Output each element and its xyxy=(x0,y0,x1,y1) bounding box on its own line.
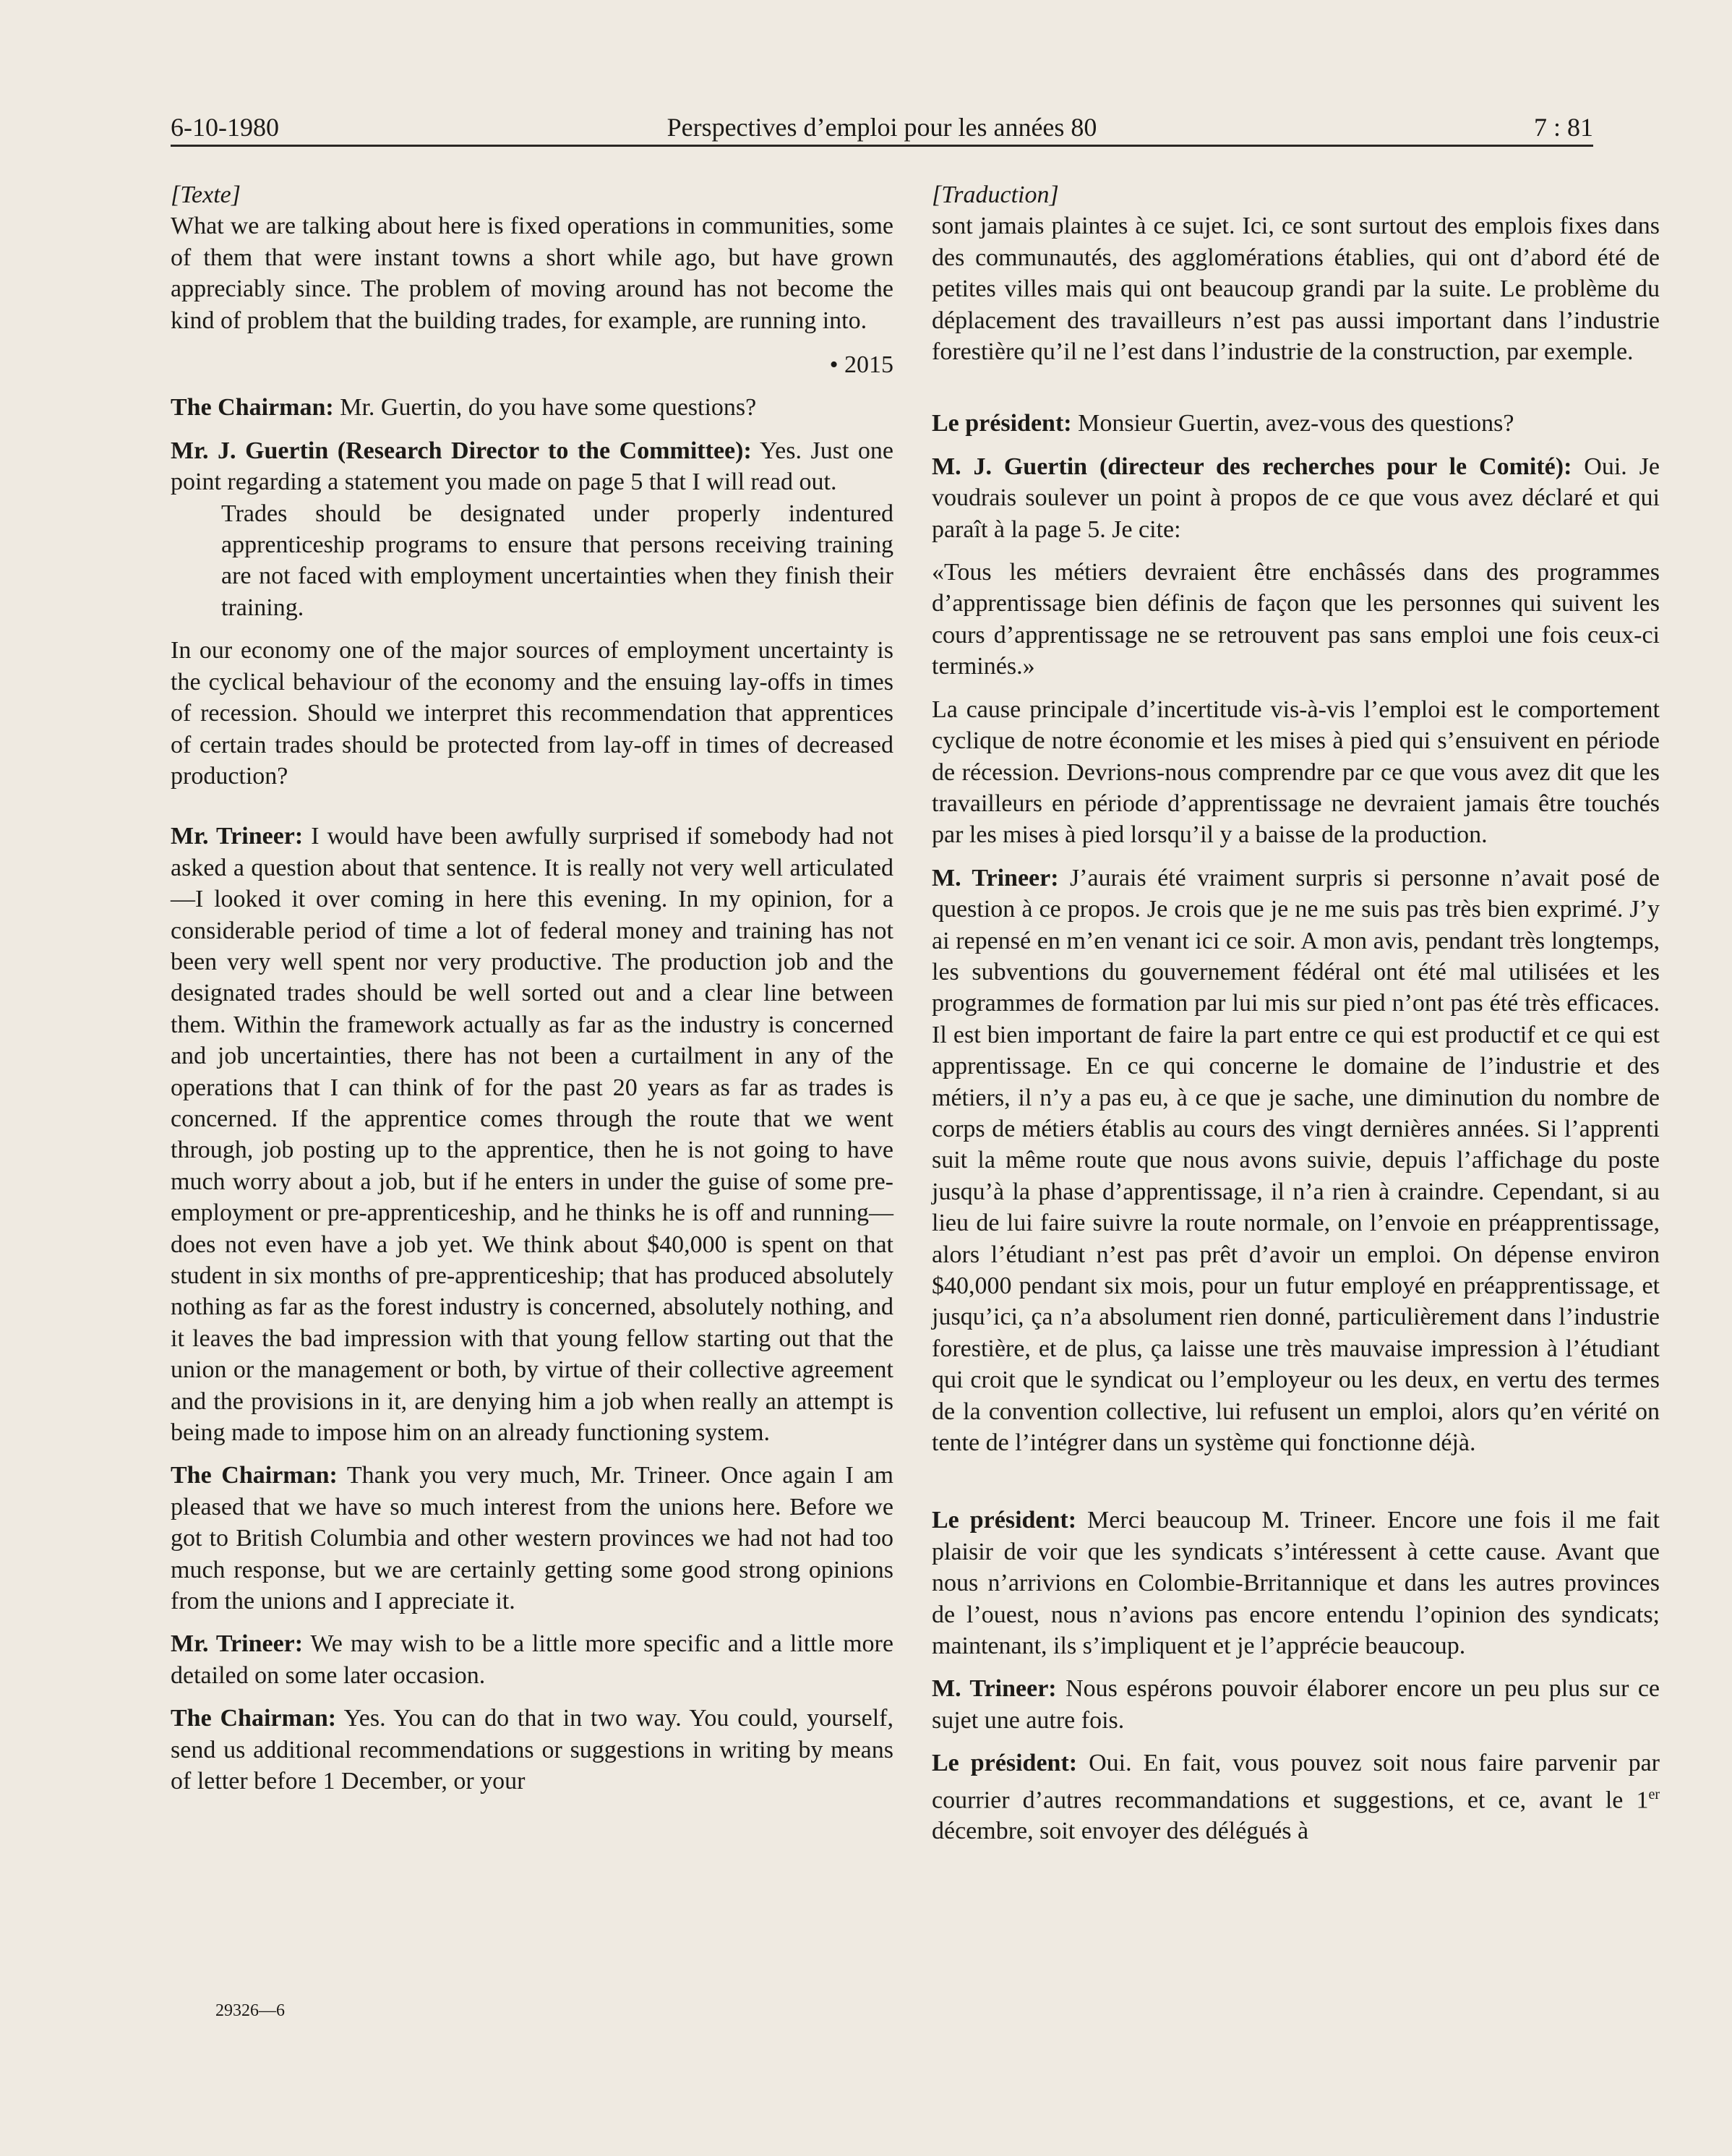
right-column-french xyxy=(932,179,1660,1847)
speaker-name: Le président: xyxy=(932,1507,1077,1534)
speech-text: Oui. Je voudrais soulever un point à propos de ce que vous avez déclaré et qui paraît à la page 5. Je cite: xyxy=(932,453,1660,543)
paragraph xyxy=(932,1505,1660,1661)
paragraph xyxy=(932,408,1660,439)
footer-code: 29326—6 xyxy=(215,2001,285,2020)
speech-text: I would have been awfully surprised if somebody had not asked a question about that sentence. It is really not very well articulated—I looked it over coming in here this evening. In my opinion, for a considerable period of time a lot of federal money and training has not been very well spent nor very productive. The production job and the designated trades should be well sorted out and a clear line between them. Within the framework actually as far as the industry is concerned and job uncertainties, there has not been a curtailment in any of the operations that I can think of for the past 20 years as far as trades is concerned. If the apprentice comes through the route that we went through, job posting up to the apprentice, then he is not going to have much worry about a job, but if he enters in under the guise of some pre-employment or pre-apprenticeship, and he thinks he is off and running—does not even have a job yet. We think about $40,000 is spent on that student in six months of pre-apprenticeship; that has produced absolutely nothing as far as the forest industry is concerned, absolutely nothing, and it leaves the bad impression with that young fellow starting out that the union or the management or both, by virtue of their collective agreement and the provisions in it, are denying him a job when really an attempt is being made to impose him on an already functioning system. xyxy=(171,823,893,1447)
speech-text: J’aurais été vraiment surpris si personne n’avait posé de question à ce propos. Je crois que je ne me suis pas très bien exprimé. J’y ai repensé en m’en venant ici ce soir. A mon avis, pendant très longtemps, les subventions du gouvernement fédéral ont été mal utilisées et les programmes de formation par lui mis sur pied n’ont pas été très efficaces. Il est bien important de faire la part entre ce qui est productif et ce qui est apprentissage. En ce qui concerne le domaine de l’industrie et des métiers, il n’y a pas eu, à ce que je sache, une diminution du nombre de corps de métiers établis au cours des vingt dernières années. Si l’apprenti suit la même route que nous avons suivie, depuis l’affichage du poste jusqu’à la phase d’apprentissage, il n’a rien à craindre. Cependant, si au lieu de lui faire suivre la route normale, on l’envoie en préapprentissage, alors l’étudiant n’est pas prêt d’avoir un emploi. On dépense environ $40,000 pendant six mois, pour un futur employé en préapprentissage, et jusqu’ici, ça n’a absolument rien donné, particulièrement dans l’industrie forestière, et de plus, ça laisse une très mauvaise impression à l’étudiant qui croit que le syndicat ou l’employeur ou les deux, en vertu des termes de la convention collective, lui refusent un emploi, alors qu’en vérité on tente de l’intégrer dans un système qui fonctionne déjà. xyxy=(932,864,1660,1457)
paragraph: La cause principale d’incertitude vis-à-vis l’emploi est le comportement cyclique de notre économie et les mises à pied qui s’ensuivent en période de récession. Devrions-nous comprendre par ce que vous avez dit que les travailleurs en période d’apprentissage ne devraient jamais être touchés par les mises à pied lorsqu’il y a baisse de la production. xyxy=(932,696,1660,849)
speech-text: Yes. You can do that in two way. You could, yourself, send us additional recommendations or suggestions in writing by means of letter before 1 December, or your xyxy=(171,1705,893,1795)
paragraph xyxy=(171,1460,893,1617)
running-header xyxy=(171,108,1593,146)
text-tag: [Texte] xyxy=(171,181,241,208)
speaker-name: M. Trineer: xyxy=(932,1675,1057,1703)
speaker-name: Le président: xyxy=(932,1750,1078,1777)
block-quote: Trades should be designated under properly indentured apprenticeship programs to ensure that persons receiving training are not faced with employment uncertainties when they finish their training. xyxy=(221,500,893,621)
left-column-english xyxy=(171,179,893,1797)
paragraph xyxy=(171,435,893,498)
paragraph xyxy=(932,1673,1660,1736)
paragraph: What we are talking about here is fixed operations in communities, some of them that were instant towns a short while ago, but have grown appreciably since. The problem of moving around has not become the kind of problem that the building trades, for example, are running into. xyxy=(171,213,893,334)
translation-tag: [Traduction] xyxy=(932,181,1059,208)
speech-text: Thank you very much, Mr. Trineer. Once again I am pleased that we have so much interest from the unions here. Before we got to British Columbia and other western provinces we had not had too much response, but we are certainly getting some good strong opinions from the unions and I appreciate it. xyxy=(171,1462,894,1615)
paragraph xyxy=(932,451,1660,545)
header-title: Perspectives d’emploi pour les années 80 xyxy=(666,113,1097,142)
block-quote: «Tous les métiers devraient être enchâssés dans des programmes d’apprentissage bien définis de façon que les personnes qui suivent les cours d’apprentissage ne se retrouvent pas sans emploi une fois ceux-ci terminés.» xyxy=(932,559,1660,680)
speech-text: Monsieur Guertin, avez-vous des questions? xyxy=(1071,410,1514,437)
superscript: er xyxy=(1648,1786,1660,1802)
paragraph xyxy=(932,1748,1660,1847)
speaker-name: Mr. Trineer: xyxy=(171,823,304,850)
speaker-name: M. J. Guertin (directeur des recherches pour le Comité): xyxy=(932,453,1572,480)
speaker-name: Le président: xyxy=(932,410,1072,437)
speech-text: Nous espérons pouvoir élaborer encore un peu plus sur ce sujet une autre fois. xyxy=(932,1675,1660,1734)
speaker-name: M. Trineer: xyxy=(932,864,1059,891)
speaker-name: The Chairman: xyxy=(171,1705,337,1732)
speaker-name: Mr. J. Guertin (Research Director to the Committee): xyxy=(171,437,752,464)
speaker-name: Mr. Trineer: xyxy=(171,1630,304,1658)
paragraph xyxy=(171,1628,893,1691)
speaker-name: The Chairman: xyxy=(171,394,334,422)
paragraph xyxy=(932,863,1660,1459)
header-page-number: 7 : 81 xyxy=(1533,113,1593,142)
speech-text: We may wish to be a little more specific and a little more detailed on some later occasion. xyxy=(171,1630,893,1689)
paragraph: sont jamais plaintes à ce sujet. Ici, ce sont surtout des emplois fixes dans des communautés, des agglomérations établies, qui ont d’abord été de petites villes mais qui ont beaucoup grandi par la suite. Le problème du déplacement des travailleurs n’est pas aussi important dans l’industrie forestière qu’il ne l’est dans l’industrie de la construction, par exemple. xyxy=(932,213,1660,366)
paragraph xyxy=(171,392,893,423)
paragraph xyxy=(171,821,893,1448)
speech-text: Oui. En fait, vous pouvez soit nous faire parvenir par courrier d’autres recommandations et suggestions, et ce, avant le 1 xyxy=(932,1750,1660,1814)
time-stamp: • 2015 xyxy=(829,351,893,379)
paragraph: In our economy one of the major sources of employment uncertainty is the cyclical behaviour of the economy and the ensuing lay-offs in times of recession. Should we interpret this recommendation that apprentices of certain trades should be protected from lay-off in times of decreased production? xyxy=(171,637,893,790)
header-date: 6-10-1980 xyxy=(171,113,279,142)
speaker-name: The Chairman: xyxy=(171,1462,338,1489)
paragraph xyxy=(171,1703,893,1797)
speech-text: Yes. Just one point regarding a statement you made on page 5 that I will read out. xyxy=(171,437,893,496)
header-rule xyxy=(171,145,1593,147)
speech-text: Mr. Guertin, do you have some questions? xyxy=(333,394,757,422)
speech-text: Merci beaucoup M. Trineer. Encore une fois il me fait plaisir de voir que les syndicats s’intéressent à cette cause. Avant que nous n’arrivions en Colombie-Brritannique et dans les autres provinces de l’ouest, nous n’avions pas encore entendu l’opinion des syndicats; maintenant, ils s’impliquent et je l’apprécie beaucoup. xyxy=(932,1507,1660,1660)
speech-text: décembre, soit envoyer des délégués à xyxy=(932,1818,1309,1845)
